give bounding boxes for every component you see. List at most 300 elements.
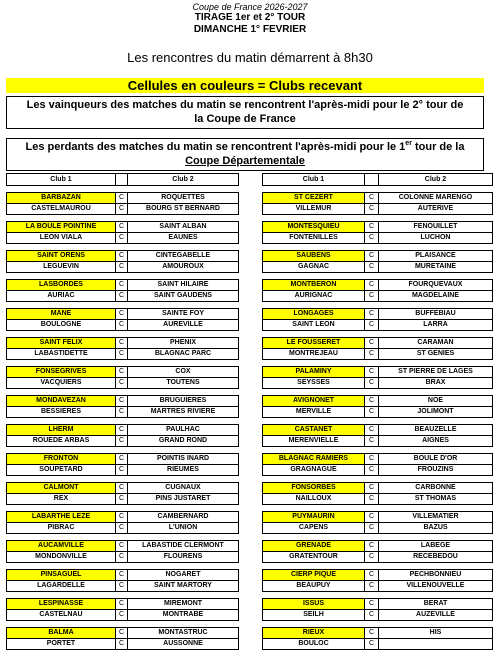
club2-cell: BAZUS <box>379 523 493 534</box>
c-marker-cell: C <box>116 541 128 552</box>
group-spacer <box>263 360 493 367</box>
c-marker-cell: C <box>365 291 379 302</box>
club1-cell: BOULOGNE <box>7 320 116 331</box>
c-marker-cell: C <box>365 454 379 465</box>
group-spacer <box>263 331 493 338</box>
club2-cell <box>379 639 493 650</box>
club2-cell: CINTEGABELLE <box>128 251 239 262</box>
c-marker-cell: C <box>116 483 128 494</box>
club1-cell: MONDAVEZAN <box>7 396 116 407</box>
table-row <box>263 193 493 204</box>
c-marker-cell: C <box>116 396 128 407</box>
club2-cell: MONTRABE <box>128 610 239 621</box>
group-spacer <box>263 476 493 483</box>
club2-cell: ROQUETTES <box>128 193 239 204</box>
club1-cell: GRENADE <box>263 541 365 552</box>
table-row <box>7 222 239 233</box>
c-marker-cell: C <box>116 523 128 534</box>
c-marker-cell: C <box>116 233 128 244</box>
legend-banner: Cellules en couleurs = Clubs recevant <box>6 78 484 93</box>
table-row <box>263 262 493 273</box>
club2-cell: BRUGUIERES <box>128 396 239 407</box>
table-row <box>263 233 493 244</box>
c-marker-cell: C <box>116 262 128 273</box>
group-spacer <box>263 592 493 599</box>
group-spacer-cell <box>263 563 493 570</box>
table-row <box>7 465 239 476</box>
c-marker-cell: C <box>365 367 379 378</box>
column-header-club2: Club 2 <box>128 174 239 186</box>
club1-cell: MONTREJEAU <box>263 349 365 360</box>
group-spacer <box>7 186 239 193</box>
club1-cell: BESSIERES <box>7 407 116 418</box>
group-spacer-cell <box>263 302 493 309</box>
club2-cell: COX <box>128 367 239 378</box>
c-marker-cell: C <box>365 378 379 389</box>
table-row <box>263 494 493 505</box>
club1-cell: SEILH <box>263 610 365 621</box>
club2-cell: GRAND ROND <box>128 436 239 447</box>
club2-cell: FROUZINS <box>379 465 493 476</box>
club1-cell: LHERM <box>7 425 116 436</box>
c-marker-cell: C <box>365 512 379 523</box>
c-marker-cell: C <box>116 599 128 610</box>
club1-cell: MONTBERON <box>263 280 365 291</box>
club2-cell: LABEGE <box>379 541 493 552</box>
table-row <box>7 338 239 349</box>
table-row <box>263 338 493 349</box>
c-marker-cell: C <box>116 512 128 523</box>
club2-cell: TOUTENS <box>128 378 239 389</box>
table-row <box>263 581 493 592</box>
table-header-row <box>7 174 239 186</box>
club1-cell: SAUBENS <box>263 251 365 262</box>
club1-cell: NAILLOUX <box>263 494 365 505</box>
group-spacer-cell <box>7 244 239 251</box>
table-row <box>7 396 239 407</box>
club1-cell: PIBRAC <box>7 523 116 534</box>
table-row <box>263 639 493 650</box>
group-spacer <box>263 534 493 541</box>
club1-cell: RIEUX <box>263 628 365 639</box>
club2-cell: AMOUROUX <box>128 262 239 273</box>
c-marker-cell: C <box>365 483 379 494</box>
table-row <box>7 407 239 418</box>
club1-cell: PINSAGUEL <box>7 570 116 581</box>
club1-cell: CASTELNAU <box>7 610 116 621</box>
c-marker-cell: C <box>365 494 379 505</box>
club1-cell: LA BOULE POINTINE <box>7 222 116 233</box>
club1-cell: VILLEMUR <box>263 204 365 215</box>
group-spacer <box>263 447 493 454</box>
c-marker-cell: C <box>365 338 379 349</box>
table-row <box>263 512 493 523</box>
group-spacer-cell <box>263 418 493 425</box>
table-row <box>7 280 239 291</box>
table-row <box>263 552 493 563</box>
club1-cell: MERVILLE <box>263 407 365 418</box>
table-row <box>263 610 493 621</box>
draw-date: DIMANCHE 1° FEVRIER <box>193 24 307 35</box>
group-spacer <box>263 418 493 425</box>
club2-cell: CARBONNE <box>379 483 493 494</box>
group-spacer <box>7 505 239 512</box>
club2-cell: SAINT GAUDENS <box>128 291 239 302</box>
club2-cell: BOURG ST BERNARD <box>128 204 239 215</box>
club1-cell: REX <box>7 494 116 505</box>
club2-cell: FOURQUEVAUX <box>379 280 493 291</box>
club2-cell: FLOURENS <box>128 552 239 563</box>
group-spacer-cell <box>263 621 493 628</box>
club1-cell: VACQUIERS <box>7 378 116 389</box>
club2-cell: LUCHON <box>379 233 493 244</box>
group-spacer <box>263 215 493 222</box>
club1-cell: ISSUS <box>263 599 365 610</box>
c-marker-cell: C <box>116 338 128 349</box>
club1-cell: FONSORBES <box>263 483 365 494</box>
group-spacer-cell <box>7 186 239 193</box>
c-marker-cell: C <box>116 425 128 436</box>
club2-cell: ST THOMAS <box>379 494 493 505</box>
group-spacer-cell <box>263 215 493 222</box>
c-marker-cell: C <box>116 628 128 639</box>
table-header-row <box>263 174 493 186</box>
group-spacer-cell <box>7 215 239 222</box>
club1-cell: FONSEGRIVES <box>7 367 116 378</box>
group-spacer <box>7 418 239 425</box>
club1-cell: BARBAZAN <box>7 193 116 204</box>
group-spacer-cell <box>263 534 493 541</box>
group-spacer <box>263 302 493 309</box>
group-spacer-cell <box>7 621 239 628</box>
c-marker-cell: C <box>365 552 379 563</box>
c-marker-cell: C <box>365 349 379 360</box>
table-row <box>7 233 239 244</box>
group-spacer <box>263 186 493 193</box>
c-marker-cell: C <box>365 639 379 650</box>
club2-cell: RIEUMES <box>128 465 239 476</box>
club1-cell: BLAGNAC RAMIERS <box>263 454 365 465</box>
club1-cell: LASBORDES <box>7 280 116 291</box>
group-spacer-cell <box>263 273 493 280</box>
club1-cell: ROUEDE ARBAS <box>7 436 116 447</box>
club2-cell: SAINT ALBAN <box>128 222 239 233</box>
table-row <box>263 222 493 233</box>
table-row <box>7 436 239 447</box>
group-spacer <box>263 389 493 396</box>
club2-cell: L'UNION <box>128 523 239 534</box>
club2-cell: BOULE D'OR <box>379 454 493 465</box>
table-row <box>7 425 239 436</box>
group-spacer <box>263 505 493 512</box>
club2-cell: MIREMONT <box>128 599 239 610</box>
table-row <box>7 262 239 273</box>
group-spacer <box>7 592 239 599</box>
club1-cell: LESPINASSE <box>7 599 116 610</box>
club2-cell: BUFFEBIAU <box>379 309 493 320</box>
draw-title: TIRAGE 1er et 2° TOUR <box>194 12 306 23</box>
c-marker-cell: C <box>116 378 128 389</box>
club2-cell: BERAT <box>379 599 493 610</box>
club2-cell: PINS JUSTARET <box>128 494 239 505</box>
club1-cell: PUYMAURIN <box>263 512 365 523</box>
draw-table-left <box>6 173 239 650</box>
club2-cell: RECEBEDOU <box>379 552 493 563</box>
c-marker-cell: C <box>365 570 379 581</box>
table-row <box>7 599 239 610</box>
club2-cell: MURETAINE <box>379 262 493 273</box>
c-marker-cell: C <box>116 193 128 204</box>
c-marker-cell: C <box>116 454 128 465</box>
c-marker-cell: C <box>365 233 379 244</box>
club2-cell: ST PIERRE DE LAGES <box>379 367 493 378</box>
c-marker-cell: C <box>116 494 128 505</box>
group-spacer-cell <box>263 505 493 512</box>
club1-cell: CAPENS <box>263 523 365 534</box>
c-marker-cell: C <box>116 222 128 233</box>
table-row <box>263 465 493 476</box>
table-row <box>7 320 239 331</box>
table-row <box>263 425 493 436</box>
club1-cell: LONGAGES <box>263 309 365 320</box>
competition-title: Coupe de France 2026-2027 <box>192 2 308 12</box>
group-spacer-cell <box>263 186 493 193</box>
group-spacer-cell <box>7 476 239 483</box>
club1-cell: BOULOC <box>263 639 365 650</box>
table-row <box>263 483 493 494</box>
club2-cell: CARAMAN <box>379 338 493 349</box>
table-row <box>7 378 239 389</box>
c-marker-cell: C <box>116 581 128 592</box>
c-marker-cell: C <box>116 465 128 476</box>
table-row <box>263 349 493 360</box>
c-marker-cell: C <box>116 320 128 331</box>
group-spacer <box>7 360 239 367</box>
club1-cell: FRONTON <box>7 454 116 465</box>
c-marker-cell: C <box>116 570 128 581</box>
group-spacer <box>7 244 239 251</box>
losers-note-line1a: Les perdants des matches du matin se rencontrent l'après-midi pour le 1 <box>25 141 406 153</box>
club1-cell: CASTANET <box>263 425 365 436</box>
table-row <box>7 541 239 552</box>
column-header-club1: Club 1 <box>263 174 365 186</box>
table-row <box>7 454 239 465</box>
club2-cell: MAGDELAINE <box>379 291 493 302</box>
c-marker-cell: C <box>365 280 379 291</box>
club1-cell: MONDONVILLE <box>7 552 116 563</box>
club1-cell: LEGUEVIN <box>7 262 116 273</box>
club2-cell: VILLENOUVELLE <box>379 581 493 592</box>
c-marker-cell: C <box>365 407 379 418</box>
group-spacer <box>7 534 239 541</box>
club1-cell: LABASTIDETTE <box>7 349 116 360</box>
club2-cell: AUZEVILLE <box>379 610 493 621</box>
table-row <box>7 523 239 534</box>
group-spacer-cell <box>7 331 239 338</box>
c-marker-cell: C <box>365 204 379 215</box>
club1-cell: GAGNAC <box>263 262 365 273</box>
group-spacer-cell <box>7 273 239 280</box>
c-marker-cell: C <box>116 280 128 291</box>
club2-cell: JOLIMONT <box>379 407 493 418</box>
c-marker-cell: C <box>365 425 379 436</box>
club2-cell: PLAISANCE <box>379 251 493 262</box>
club2-cell: CUGNAUX <box>128 483 239 494</box>
club1-cell: LAGARDELLE <box>7 581 116 592</box>
club1-cell: CIERP PIQUE <box>263 570 365 581</box>
group-spacer <box>7 476 239 483</box>
club1-cell: SAINT LEON <box>263 320 365 331</box>
c-marker-cell: C <box>116 610 128 621</box>
table-row <box>7 204 239 215</box>
table-row <box>7 251 239 262</box>
losers-note-line1b: tour de la <box>411 141 465 153</box>
group-spacer <box>7 621 239 628</box>
club2-cell: POINTIS INARD <box>128 454 239 465</box>
club2-cell: PHENIX <box>128 338 239 349</box>
c-marker-cell: C <box>365 396 379 407</box>
c-marker-cell: C <box>365 610 379 621</box>
club2-cell: PECHBONNIEU <box>379 570 493 581</box>
club1-cell: MERENVIELLE <box>263 436 365 447</box>
club1-cell: SAINT FELIX <box>7 338 116 349</box>
club2-cell: BEAUZELLE <box>379 425 493 436</box>
club1-cell: MONTESQUIEU <box>263 222 365 233</box>
c-marker-cell: C <box>116 291 128 302</box>
winners-note <box>6 96 484 129</box>
club2-cell: BLAGNAC PARC <box>128 349 239 360</box>
club2-cell: COLONNE MARENGO <box>379 193 493 204</box>
table-row <box>7 193 239 204</box>
club2-cell: SAINT HILAIRE <box>128 280 239 291</box>
group-spacer-cell <box>7 447 239 454</box>
group-spacer <box>263 621 493 628</box>
table-row <box>7 581 239 592</box>
table-row <box>263 309 493 320</box>
group-spacer <box>7 215 239 222</box>
group-spacer-cell <box>263 360 493 367</box>
club2-cell: NOE <box>379 396 493 407</box>
losers-note <box>6 138 484 171</box>
table-row <box>7 610 239 621</box>
club1-cell: PORTET <box>7 639 116 650</box>
table-row <box>263 436 493 447</box>
club1-cell: MANE <box>7 309 116 320</box>
table-row <box>7 309 239 320</box>
column-header-club1: Club 1 <box>7 174 116 186</box>
table-row <box>7 639 239 650</box>
club2-cell: SAINT MARTORY <box>128 581 239 592</box>
table-row <box>263 541 493 552</box>
club2-cell: PAULHAC <box>128 425 239 436</box>
table-row <box>263 204 493 215</box>
c-marker-cell: C <box>116 552 128 563</box>
club2-cell: AIGNES <box>379 436 493 447</box>
table-row <box>263 251 493 262</box>
club1-cell: BEAUPUY <box>263 581 365 592</box>
club2-cell: LARRA <box>379 320 493 331</box>
winners-note-line2: la Coupe de France <box>194 113 296 125</box>
group-spacer <box>263 563 493 570</box>
c-marker-cell: C <box>365 541 379 552</box>
club1-cell: LEON VIALA <box>7 233 116 244</box>
table-row <box>263 570 493 581</box>
table-row <box>7 349 239 360</box>
group-spacer <box>263 244 493 251</box>
club1-cell: AURIAC <box>7 291 116 302</box>
c-marker-cell: C <box>365 222 379 233</box>
club2-cell: CAMBERNARD <box>128 512 239 523</box>
c-marker-cell: C <box>365 628 379 639</box>
group-spacer <box>263 273 493 280</box>
group-spacer-cell <box>7 592 239 599</box>
table-row <box>7 494 239 505</box>
club2-cell: NOGARET <box>128 570 239 581</box>
group-spacer-cell <box>7 505 239 512</box>
group-spacer <box>7 302 239 309</box>
club1-cell: AURIGNAC <box>263 291 365 302</box>
column-header-club2: Club 2 <box>379 174 493 186</box>
c-marker-cell: C <box>365 581 379 592</box>
group-spacer-cell <box>263 592 493 599</box>
group-spacer-cell <box>7 302 239 309</box>
table-row <box>7 570 239 581</box>
c-marker-cell: C <box>365 465 379 476</box>
table-row <box>263 599 493 610</box>
draw-table-right <box>262 173 493 650</box>
winners-note-line1: Les vainqueurs des matches du matin se rencontrent l'après-midi pour le 2° tour de <box>26 99 464 111</box>
c-marker-cell: C <box>116 639 128 650</box>
losers-note-line1 <box>7 140 483 154</box>
group-spacer <box>7 563 239 570</box>
group-spacer <box>7 331 239 338</box>
column-header-c <box>116 174 128 186</box>
club1-cell: ST CEZERT <box>263 193 365 204</box>
c-marker-cell: C <box>116 349 128 360</box>
club1-cell: LE FOUSSERET <box>263 338 365 349</box>
table-row <box>7 291 239 302</box>
c-marker-cell: C <box>365 320 379 331</box>
table-row <box>7 512 239 523</box>
table-row <box>263 367 493 378</box>
group-spacer-cell <box>263 476 493 483</box>
club1-cell: CASTELMAUROU <box>7 204 116 215</box>
c-marker-cell: C <box>116 204 128 215</box>
start-time-note: Les rencontres du matin démarrent à 8h30 <box>127 50 373 65</box>
club1-cell: GRATENTOUR <box>263 552 365 563</box>
group-spacer-cell <box>263 331 493 338</box>
table-row <box>263 628 493 639</box>
group-spacer-cell <box>263 389 493 396</box>
table-row <box>7 628 239 639</box>
c-marker-cell: C <box>365 193 379 204</box>
table-row <box>7 367 239 378</box>
club1-cell: SOUPETARD <box>7 465 116 476</box>
table-row <box>263 396 493 407</box>
table-row <box>263 523 493 534</box>
club2-cell: LABASTIDE CLERMONT <box>128 541 239 552</box>
club1-cell: AVIGNONET <box>263 396 365 407</box>
c-marker-cell: C <box>116 436 128 447</box>
club1-cell: SAINT ORENS <box>7 251 116 262</box>
table-row <box>263 378 493 389</box>
c-marker-cell: C <box>116 407 128 418</box>
table-row <box>263 291 493 302</box>
group-spacer-cell <box>7 360 239 367</box>
table-row <box>7 483 239 494</box>
c-marker-cell: C <box>365 599 379 610</box>
club2-cell: FENOUILLET <box>379 222 493 233</box>
